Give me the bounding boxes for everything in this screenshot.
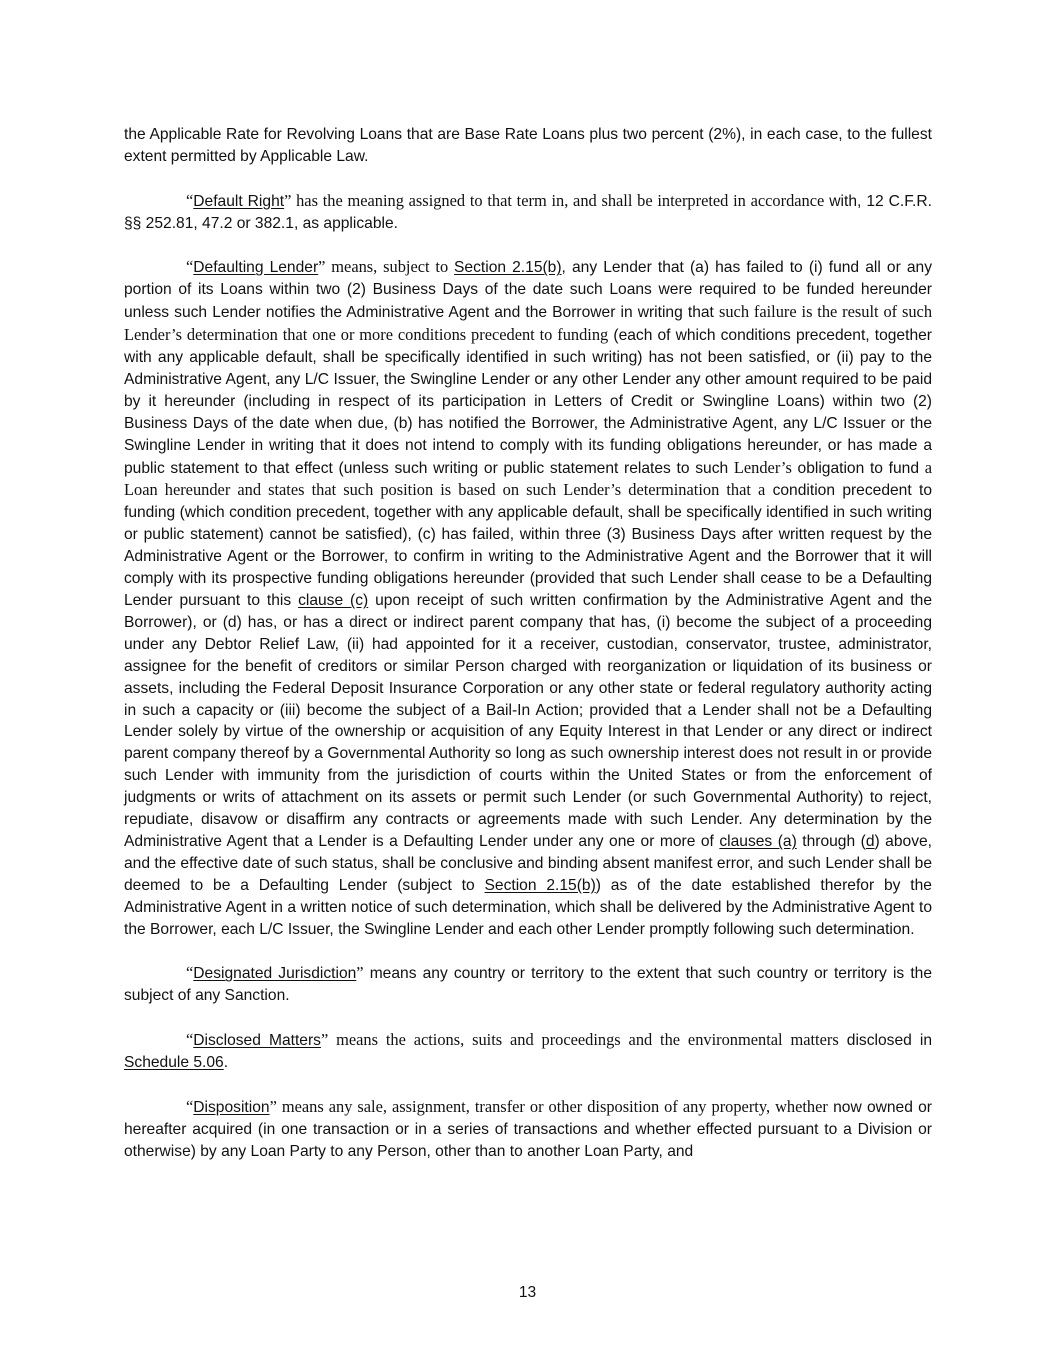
open-quote: “ (186, 963, 194, 983)
defined-term: Default Right (193, 192, 285, 210)
definition-text: such failure is the result of such Lender’s determination that one or more conditions precedent to funding (124, 302, 933, 345)
definition-text: now owned or hereafter acquired (in one transaction or in a series of transactions and whether effected pursuant to a Division or otherwise) by any Loan Party to any Person, other than to another Loan Party, and (124, 1098, 932, 1160)
definition-default-right (124, 190, 932, 235)
definition-text: ) as of the date established therefor by the Administrative Agent in a written notice of such determination, which shall be delivered by the Administrative Agent to the Borrower, each L/C Issuer, the Swingline Lender and each other Lender promptly following such determination. (124, 876, 932, 938)
document-page (124, 124, 932, 1184)
definition-disclosed-matters (124, 1029, 932, 1074)
paragraph-continuation (124, 124, 932, 168)
open-quote: “ (186, 1030, 194, 1050)
definition-disposition (124, 1096, 932, 1163)
open-quote: “ (186, 1096, 194, 1116)
cross-reference-link[interactable]: clause (c) (298, 592, 369, 609)
definition-text: condition precedent to funding (which condition precedent, together with any applicable default, shall be specifically identified in such writing or public statement) cannot be satisfied), (c) has failed, within three (3) Business Days after written request by the Administrative Agent or the Borrower, to confirm in writing to the Administrative Agent and the Borrower that it will comply with its prospective funding obligations hereunder (provided that such Lender shall cease to be a Defaulting Lender pursuant to this (124, 482, 932, 609)
definition-text: means any sale, assignment, transfer or other disposition of any property, whether (276, 1096, 828, 1116)
page-number: 13 (518, 1284, 537, 1301)
close-quote: ” (320, 1030, 329, 1050)
close-quote: ” (284, 190, 292, 210)
defined-term: Disposition (193, 1098, 270, 1116)
definition-text: . (223, 1054, 229, 1071)
cross-reference-link[interactable]: clauses (a) (719, 832, 797, 850)
defined-term: Designated Jurisdiction (193, 965, 357, 983)
close-quote: ” (318, 257, 326, 277)
definition-text: upon receipt of such written confirmation by the Administrative Agent and the Borrower), or (d) has, or has a direct or indirect parent company that has, (i) become the subject of a proceeding under any Debtor Relief Law, (ii) had appointed for it a receiver, custodian, conservator, trustee, administrator, assignee for the benefit of creditors or similar Person charged with reorganization or liquidation of its business or assets, including the Federal Deposit Insurance Corporation or any other state or federal regulatory authority acting in such a capacity or (iii) become the subject of a Bail-In Action; provided that a Lender shall not be a Defaulting Lender solely by virtue of the ownership or acquisition of any Equity Interest in that Lender or any direct or indirect parent company thereof by a Governmental Authority so long as such ownership interest does not result in or provide such Lender with immunity from the jurisdiction of courts within the United States or from the enforcement of judgments or writs of attachment on its assets or permit such Lender (or such Governmental Authority) to reject, repudiate, disavow or disaffirm any contracts or agreements made with such Lender. Any determination by the Administrative Agent that a Lender is a Defaulting Lender under any one or more of (124, 592, 933, 850)
cross-reference-link[interactable]: Schedule 5.06 (124, 1054, 224, 1071)
open-quote: “ (186, 190, 194, 210)
definition-text: has the meaning assigned to that term in, and shall be interpreted in accordance (291, 190, 825, 210)
defined-term: Defaulting Lender (193, 259, 319, 277)
cross-reference-link[interactable]: Section 2.15(b) (454, 259, 562, 277)
cross-reference-link[interactable]: Section 2.15(b) (484, 876, 596, 894)
close-quote: ” (269, 1096, 277, 1116)
definition-text: obligation to fund (791, 459, 925, 477)
definition-text: with, 12 C.F.R. §§ 252.81, 47.2 or 382.1, as applicable. (124, 192, 932, 232)
definition-defaulting-lender (124, 256, 932, 940)
definition-text: means, subject to (325, 257, 455, 277)
definition-designated-jurisdiction (124, 962, 932, 1007)
definition-text: (each of which conditions precedent, together with any applicable default, shall be specifically identified in such writing) has not been satisfied, or (ii) pay to the Administrative Agent, any L/C Issuer, the Swingline Lender or any other Lender any other amount required to be paid by it hereunder (including in respect of its participation in Letters of Credit or Swingline Loans) within two (2) Business Days of the date when due, (b) has notified the Borrower, the Administrative Agent, any L/C Issuer or the Swingline Lender in writing that it does not intend to comply with its funding obligations hereunder, or has made a public statement to that effect (unless such writing or public statement relates to such (124, 327, 932, 477)
cross-reference-link[interactable]: d (865, 832, 875, 850)
definition-text: Lender’s (733, 457, 792, 477)
open-quote: “ (186, 257, 194, 277)
definition-text: means the actions, suits and proceedings and the environmental matters (328, 1030, 839, 1050)
definition-text: a Loan hereunder and states that such position is based on such Lender’s determination that a (124, 457, 932, 500)
definition-text: means any country or territory to the extent that such country or territory is the subject of any Sanction. (124, 965, 932, 1005)
definition-text: ) above, and the effective date of such status, shall be conclusive and binding absent manifest error, and such Lender shall be deemed to be a Defaulting Lender (subject to (124, 832, 933, 894)
close-quote: ” (356, 963, 364, 983)
paragraph-text: the Applicable Rate for Revolving Loans that are Base Rate Loans plus two percent (2%), in each case, to the fullest extent permitted by Applicable Law. (124, 126, 932, 165)
defined-term: Disclosed Matters (193, 1032, 321, 1050)
definition-text: disclosed in (838, 1032, 933, 1050)
definition-text: through ( (796, 832, 866, 850)
definition-text: , any Lender that (a) has failed to (i) fund all or any portion of its Loans within two (2) Business Days of the date such Loans were required to be funded hereunder unless such Lender notifies the Administrative Agent and the Borrower in writing that (124, 259, 932, 322)
